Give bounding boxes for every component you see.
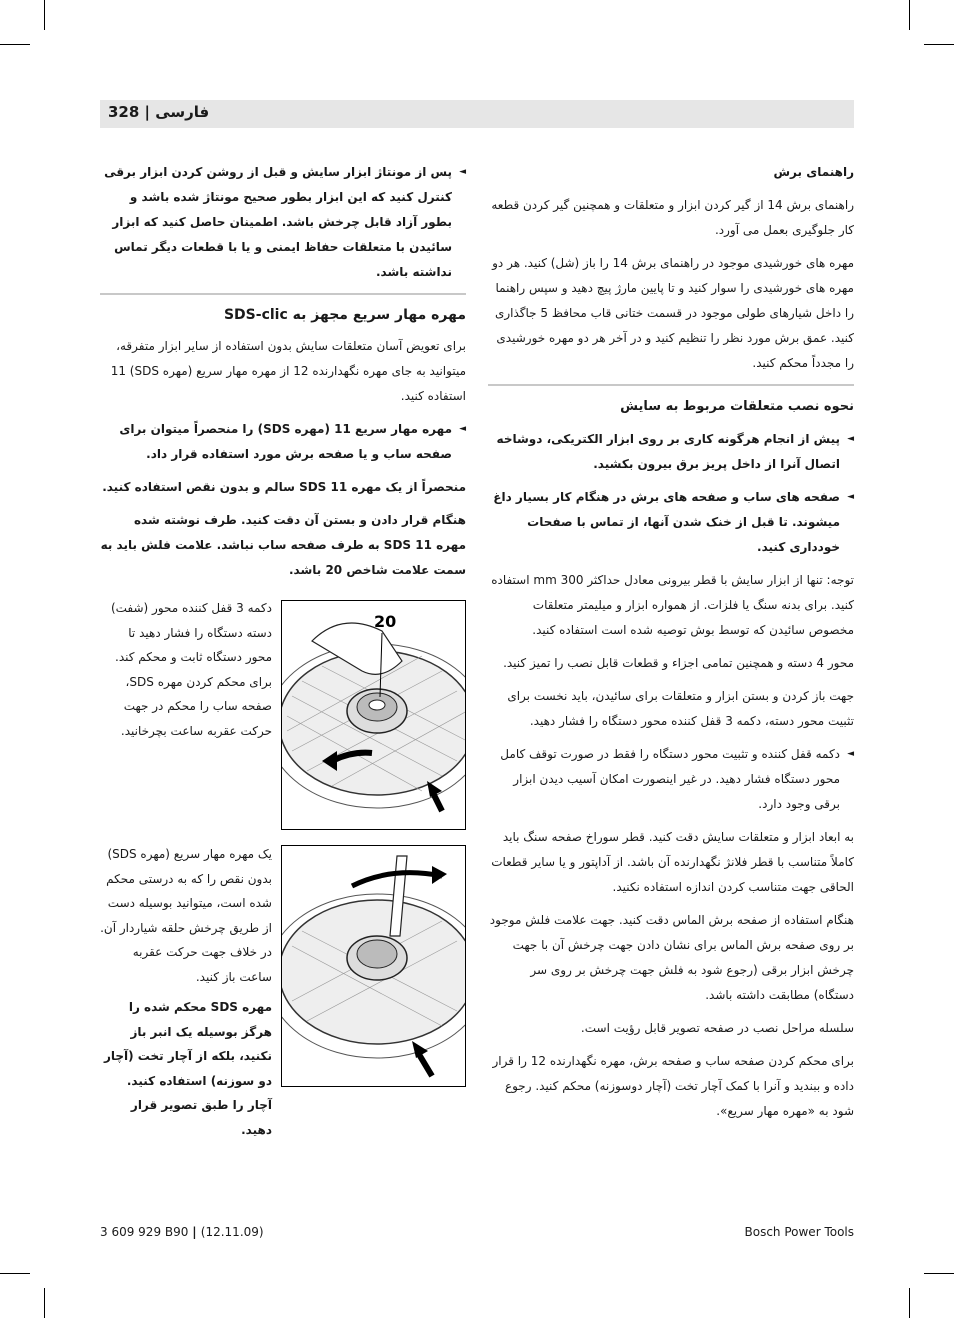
section-heading: نحوه نصب متعلقات مربوط به سایش [620,399,854,414]
crop-mark [909,1288,910,1318]
left-column [100,160,466,591]
paragraph: منحصراً از یک مهره SDS 11 سالم و بدون نقص استفاده کنید. [102,480,466,494]
crop-mark [0,1273,30,1274]
figure-caption [100,842,272,1142]
figure-label: 20 [374,612,397,631]
figure-grinder-disc-loosen [281,845,466,1087]
section-heading: راهنمای برش [773,165,854,179]
paragraph: راهنمای برش 14 از گیر کردن ابزار و متعلقات و همچنین گیر کردن قطعه کار جلوگیری بعمل می آورد. [491,198,854,237]
page-number: 328 | فارسی [108,103,210,121]
doc-date: (12.11.09) [200,1225,264,1239]
illustration [282,846,465,1086]
caption-warning: مهره SDS محکم شده را هرگز بوسیله یک انبر باز نکنید، بلکه از آچار تخت (آچار دو سوزنه) استفاده کنید. آچار را طبق تصویر قرار دهید. [103,1000,272,1137]
doc-code: 3 609 929 B90 [100,1225,189,1239]
warning-bullet: ◄ پیش از انجام هرگونه کاری بر روی ابزار الکتریکی، دوشاخه اتصال آنرا از داخل پریز برق بیرون بکشید. [488,427,854,477]
paragraph: توجه: تنها از ابزار سایش با قطر بیرونی معادل حداکثر 300 mm استفاده کنید. برای بدنه سنگ یا فلزات. از همواره ابزار و میلیمتر متعلقات مخصوص سائیدن که توسط بوش توصیه شده است استفاده کنید. [491,573,854,637]
figure-grinder-disc-tighten [281,600,466,830]
page-header [100,100,854,128]
crop-mark [909,0,910,30]
crop-mark [924,1273,954,1274]
footer-doc-code: 3 609 929 B90 | (12.11.09) [100,1225,264,1239]
paragraph: برای تعویض آسان متعلقات سایش بدون استفاده از سایر ابزار متفرقه، میتوانید به جای مهره نگهدارنده 12 از مهره مهار سریع (مهره SDS) 11 استفاده کنید. [110,339,466,403]
paragraph: هنگام قرار دادن و بستن آن دقت کنید. طرف نوشته شده مهره SDS 11 به طرف صفحه ساب نباشد. علامت فلش باید به سمت علامت شاخص 20 باشد. [100,513,466,577]
warning-bullet: ◄ مهره مهار سریع 11 (مهره SDS) را منحصراً میتوان برای صفحه ساب و یا صفحه برش مورد استفاده قرار داد. [100,417,466,467]
divider [100,293,466,295]
paragraph: سلسله مراحل نصب در صفحه تصویر قابل رؤیت است. [580,1021,854,1035]
footer-brand: Bosch Power Tools [744,1225,854,1239]
paragraph: مهره های خورشیدی موجود در راهنمای برش 14 را باز (شل) کنید. هر دو مهره های خورشیدی را سوار کنید و تا پایین مارژ پیچ دهید و سپس راهنما را داخل شیارهای طولی موجود در قسمت ختانی قاب محافظ 5 جاگذاری کنید. عمق برش مورد نظر را تنظیم کنید و در آخر هر دو مهره خورشیدی را مجدداً محکم کنید. [492,256,854,370]
illustration [282,601,465,829]
paragraph: هنگام استفاده از صفحه برش الماس دقت کنید. جهت علامت فلش موجود بر روی صفحه برش الماس برای نشان دادن جهت چرخش آن با جهت چرخش ابزار برقی (رجوع شود به فلش جهت چرخش بر روی سر دستگاه) مطابقت داشته باشد. [489,913,854,1002]
paragraph: جهت باز کردن و بستن ابزار و متعلقات برای سائیدن، باید نخست برای تثبیت محور دسته، دکمه 3 قفل کننده محور دستگاه را فشار دهید. [507,689,854,728]
right-column [488,160,854,1132]
warning-bullet: ◄ دکمه قفل کننده و تثبیت محور دستگاه را فقط در صورت توقف کامل محور دستگاه فشار دهید. در غیر اینصورت امکان آسیب دیدن ابزار برقی وجود دارد. [488,742,854,817]
crop-mark [44,1288,45,1318]
crop-mark [44,0,45,30]
paragraph: محور 4 دسته و همچنین تمامی اجزاء و قطعات قابل نصب را تمیز کنید. [503,656,854,670]
crop-mark [924,44,954,45]
paragraph: برای محکم کردن صفحه ساب و صفحه برش، مهره نگهدارنده 12 را قرار داده و ببندید و آنرا با کمک آچار تخت (آچار دوسوزنه) محکم کنید. رجوع شود به «مهره مهار سریع». [492,1054,854,1118]
warning-bullet: ◄ پس از مونتاژ ابزار سایش و قبل از روشن کردن ابزار برقی کنترل کنید که این ابزار بطور صحیح مونتاژ شده باشد و بطور آزاد قابل چرخش باشد. اطمینان حاصل کنید که ابزار سائیدن با متعلقات حفاظ ایمنی و یا با قطعات دیگر تماس نداشته باشد. [100,160,466,285]
warning-bullet: ◄ صفحه های ساب و صفحه های برش در هنگام کار بسیار داغ میشوند. تا قبل از خنک شدن آنها، از تماس با صفحات خودداری کنید. [488,485,854,560]
divider [488,384,854,386]
section-heading: مهره مهار سریع مجهز به SDS-clic [223,307,466,323]
figure-caption: دکمه 3 قفل کننده محور (شفت) دسته دستگاه را فشار دهید تا محور دستگاه ثابت و محکم کند. برای محکم کردن مهره SDS، صفحه ساب را محکم در جهت حرکت عقربه ساعت بچرخانید. [110,601,272,738]
caption-text: یک مهره مهار سریع (مهره SDS) بدون نقص را که به درستی محکم شده است، میتوانید بوسیله دست از طریق چرخش حلقه شیاردار آن. در خلاف جهت حرکت عقربه ساعت باز کنید. [100,847,272,984]
paragraph: به ابعاد ابزار و متعلقات سایش دقت کنید. قطر سوراخ صفحه سنگ باید کاملاً متناسب با قطر فلانژ نگهدارنده آن باشد. از آداپتور و یا سایر قطعات الحاقی جهت متناسب کردن اندازه استفاده نکنید. [491,830,854,894]
crop-mark [0,44,30,45]
